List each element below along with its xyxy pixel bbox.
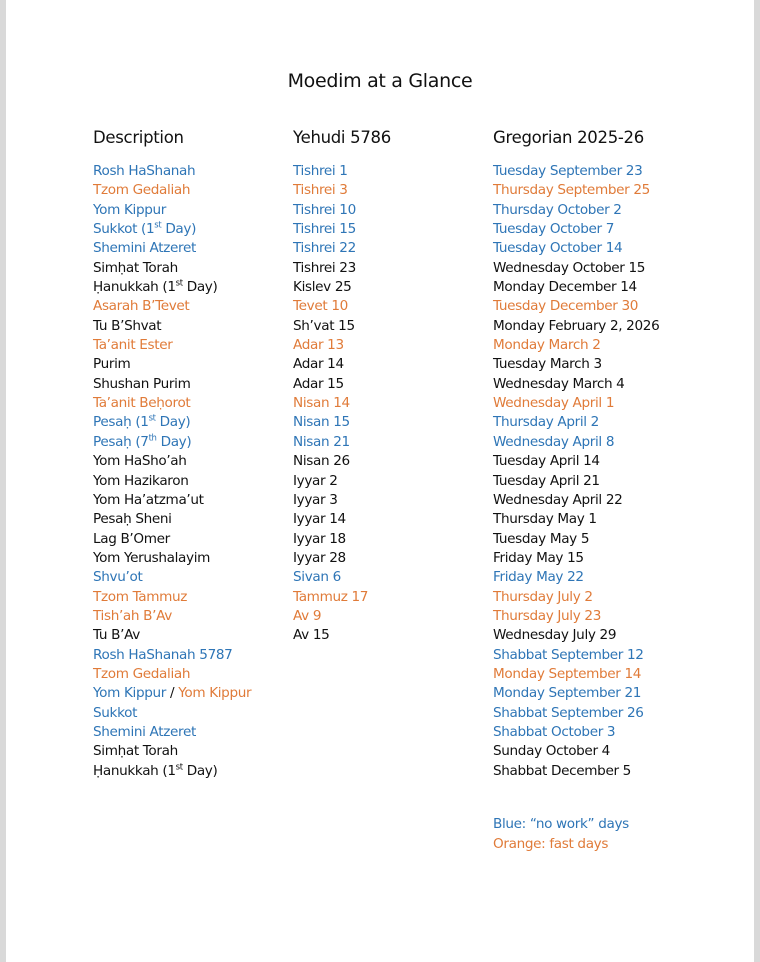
gregorian-date-cell: Shabbat September 12 [493,646,644,663]
yehudi-date-cell: Iyyar 28 [293,549,346,566]
holiday-name: Simḥat Torah [93,743,178,760]
yehudi-column [293,162,368,781]
description-cell [93,491,251,510]
yehudi-date-cell [293,742,368,761]
holiday-name: Shemini Atzeret [93,240,196,257]
gregorian-date-cell: Friday May 15 [493,549,584,566]
yehudi-date-cell: Tishrei 22 [293,240,356,257]
description-cell [93,742,251,761]
description-cell [93,607,251,626]
description-cell [93,704,251,723]
column-header-gregorian: Gregorian 2025-26 [493,128,644,147]
description-cell [93,375,251,394]
column-header-description: Description [93,128,184,147]
yehudi-date-cell: Nisan 15 [293,414,350,431]
description-cell [93,646,251,665]
holiday-name: Rosh HaShanah 5787 [93,646,233,663]
gregorian-date-cell: Monday February 2, 2026 [493,317,660,334]
description-cell [93,181,251,200]
column-header-yehudi: Yehudi 5786 [293,128,391,147]
yehudi-date-cell: Iyyar 2 [293,472,338,489]
gregorian-date-cell: Wednesday March 4 [493,375,625,392]
ordinal-suffix: st [148,413,156,424]
yehudi-date-cell: Tevet 10 [293,298,348,315]
yehudi-date-cell: Iyyar 18 [293,530,346,547]
holiday-name: Shvu’ot [93,569,143,586]
yehudi-date-cell [293,646,368,665]
holiday-name-suffix: Day) [155,414,191,431]
holiday-name: Tish’ah B’Av [93,607,172,624]
description-column [93,162,251,781]
yehudi-date-cell [293,723,368,742]
yehudi-date-cell: Tishrei 1 [293,163,348,179]
holiday-name: Ta’anit Ester [93,337,173,354]
holiday-name: Simḥat Torah [93,259,178,276]
description-cell [93,762,251,781]
gregorian-date-cell: Wednesday July 29 [493,627,617,644]
yehudi-date-cell: Tishrei 23 [293,259,356,276]
yehudi-date-cell: Adar 14 [293,356,344,373]
holiday-name: Yom Kippur [93,201,167,218]
gregorian-date-cell: Tuesday October 7 [493,221,615,238]
holiday-name-alt: Yom Kippur [178,685,252,702]
description-cell [93,239,251,258]
ordinal-suffix: th [148,433,157,444]
yehudi-date-cell: Tishrei 10 [293,201,356,218]
description-cell [93,162,251,181]
yehudi-date-cell [293,684,368,703]
description-cell [93,336,251,355]
holiday-name: Yom Hazikaron [93,472,189,489]
description-cell [93,568,251,587]
holiday-name: Yom Kippur [93,685,167,702]
color-legend [493,815,629,854]
description-cell [93,684,251,703]
gregorian-date-cell: Tuesday April 21 [493,472,600,489]
yehudi-date-cell [293,762,368,781]
holiday-name: Tu B’Av [93,627,140,644]
description-cell [93,665,251,684]
holiday-name: Tzom Gedaliah [93,665,191,682]
description-cell [93,201,251,220]
gregorian-date-cell: Shabbat December 5 [493,762,631,779]
description-cell [93,626,251,645]
description-cell [93,394,251,413]
description-cell [93,530,251,549]
yehudi-date-cell: Nisan 14 [293,395,350,412]
gregorian-date-cell: Tuesday March 3 [493,356,602,373]
legend-orange: Orange: fast days [493,835,609,852]
legend-blue: Blue: “no work” days [493,816,629,832]
gregorian-column [493,162,659,781]
yehudi-date-cell: Sivan 6 [293,569,341,586]
holiday-name: Purim [93,356,131,373]
gregorian-date-cell: Tuesday December 30 [493,298,639,315]
description-cell [93,588,251,607]
gregorian-date-cell: Wednesday October 15 [493,259,646,276]
holiday-name: Lag B’Omer [93,530,170,547]
description-cell [93,510,251,529]
description-cell [93,297,251,316]
description-cell [93,452,251,471]
yehudi-date-cell: Nisan 21 [293,433,350,450]
ordinal-suffix: st [154,220,162,231]
separator: / [166,685,179,702]
gregorian-date-cell: Tuesday May 5 [493,530,590,547]
holiday-name: Shemini Atzeret [93,723,196,740]
yehudi-date-cell: Adar 15 [293,375,344,392]
gregorian-date-cell: Monday December 14 [493,279,637,296]
gregorian-date-cell: Tuesday September 23 [493,163,643,179]
yehudi-date-cell: Tammuz 17 [293,588,369,605]
yehudi-date-cell [293,665,368,684]
holiday-name-suffix: Day) [156,433,192,450]
holiday-name: Ta’anit Beḥorot [93,395,191,412]
holiday-name-suffix: Day) [182,279,218,296]
gregorian-date-cell: Thursday April 2 [493,414,599,431]
yehudi-date-cell: Sh’vat 15 [293,317,355,334]
gregorian-date-cell: Thursday July 2 [493,588,593,605]
holiday-name: Shushan Purim [93,375,191,392]
yehudi-date-cell: Adar 13 [293,337,344,354]
gregorian-date-cell: Shabbat October 3 [493,723,616,740]
description-cell [93,278,251,297]
yehudi-date-cell: Av 15 [293,627,330,644]
holiday-name: Asarah B’Tevet [93,298,190,315]
yehudi-date-cell: Iyyar 14 [293,511,346,528]
holiday-name: Yom Ha’atzma’ut [93,491,204,508]
description-cell [93,220,251,239]
gregorian-date-cell: Wednesday April 8 [493,433,615,450]
description-cell [93,549,251,568]
gregorian-date-cell: Wednesday April 1 [493,395,615,412]
description-cell [93,259,251,278]
gregorian-date-cell: Thursday September 25 [493,182,650,199]
gregorian-date-cell: Wednesday April 22 [493,491,623,508]
yehudi-date-cell: Kislev 25 [293,279,352,296]
gregorian-date-cell: Monday March 2 [493,337,601,354]
ordinal-suffix: st [175,278,183,289]
yehudi-date-cell: Iyyar 3 [293,491,338,508]
description-cell [93,317,251,336]
yehudi-date-cell [293,704,368,723]
gregorian-date-cell: Thursday May 1 [493,511,597,528]
description-cell [93,723,251,742]
gregorian-date-cell: Shabbat September 26 [493,704,644,721]
description-cell [93,413,251,432]
gregorian-date-cell: Sunday October 4 [493,743,610,760]
yehudi-date-cell: Av 9 [293,607,322,624]
holiday-name-suffix: Day) [161,221,197,238]
holiday-name: Ḥanukkah (1 [93,279,176,296]
gregorian-date-cell: Tuesday October 14 [493,240,623,257]
holiday-name: Tu B’Shvat [93,317,162,334]
gregorian-date-cell: Thursday October 2 [493,201,622,218]
gregorian-date-cell: Thursday July 23 [493,607,601,624]
holiday-name: Tzom Gedaliah [93,182,191,199]
holiday-name-suffix: Day) [182,762,218,779]
description-cell [93,472,251,491]
yehudi-date-cell: Tishrei 15 [293,221,356,238]
holiday-name: Pesaḥ (7 [93,433,149,450]
gregorian-date-cell: Tuesday April 14 [493,453,600,470]
holiday-name: Yom Yerushalayim [93,549,211,566]
holiday-name: Sukkot [93,704,138,721]
ordinal-suffix: st [175,762,183,773]
holiday-name: Pesaḥ (1 [93,414,149,431]
holiday-name: Sukkot (1 [93,221,155,238]
gregorian-date-cell: Monday September 21 [493,685,642,702]
holiday-name: Yom HaSho’ah [93,453,187,470]
yehudi-date-cell: Nisan 26 [293,453,350,470]
holiday-name: Pesaḥ Sheni [93,511,172,528]
gregorian-date-cell: Friday May 22 [493,569,584,586]
page-title: Moedim at a Glance [287,70,473,92]
gregorian-date-cell: Monday September 14 [493,665,642,682]
yehudi-date-cell: Tishrei 3 [293,182,348,199]
holiday-name: Ḥanukkah (1 [93,762,176,779]
description-cell [93,433,251,452]
description-cell [93,355,251,374]
holiday-name: Rosh HaShanah [93,163,196,179]
holiday-name: Tzom Tammuz [93,588,188,605]
